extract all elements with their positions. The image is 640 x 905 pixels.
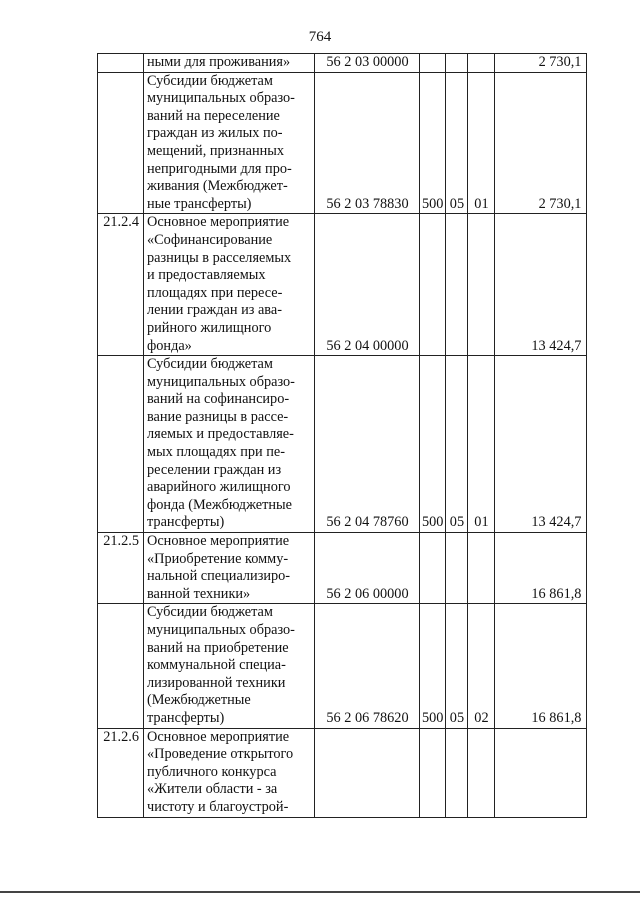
row-amount [495, 728, 587, 817]
row-name [144, 533, 315, 604]
row-target-code: 56 2 03 00000 [315, 54, 420, 73]
row-number: 21.2.4 [98, 214, 144, 356]
budget-table [97, 53, 587, 818]
budget-table-body [98, 54, 587, 818]
row-number [98, 72, 144, 214]
row-subsection [468, 728, 495, 817]
row-expense-type: 500 [420, 356, 446, 533]
row-target-code: 56 2 06 00000 [315, 533, 420, 604]
row-amount: 13 424,7 [495, 214, 587, 356]
row-name-text: Субсидии бюджетам муниципальных образо- ваний на приобретение коммунальной специа- лизированной техники (Межбюджетные трансферты) [147, 604, 295, 726]
row-subsection [468, 533, 495, 604]
row-target-code [315, 728, 420, 817]
row-amount: 16 861,8 [495, 604, 587, 728]
row-name-text: ными для проживания» [147, 54, 291, 70]
row-name [144, 604, 315, 728]
row-name [144, 728, 315, 817]
row-target-code: 56 2 04 00000 [315, 214, 420, 356]
row-amount: 2 730,1 [495, 54, 587, 73]
table-row [98, 72, 587, 214]
row-name-text: Основное мероприятие «Приобретение комму- нальной специализиро- ванной техники» [147, 533, 291, 602]
row-name-text: Основное мероприятие «Проведение открытого публичного конкурса «Жители области - за чистоту и благоустрой- [147, 728, 294, 815]
row-name-text: Основное мероприятие «Софинансирование разницы в расселяемых и предоставляемых площадях при пересе- лении граждан из ава- рийного жилищного фонда» [147, 214, 292, 354]
row-expense-type [420, 54, 446, 73]
row-section: 05 [446, 72, 468, 214]
row-section [446, 533, 468, 604]
row-number [98, 604, 144, 728]
table-row [98, 356, 587, 533]
row-name [144, 214, 315, 356]
row-name [144, 356, 315, 533]
row-name-text: Субсидии бюджетам муниципальных образо- ваний на переселение граждан из жилых по- мещений, признанных непригодными для про- живания (Межбюджет- ные трансферты) [147, 72, 295, 212]
row-section [446, 214, 468, 356]
row-subsection: 01 [468, 356, 495, 533]
row-name-text: Субсидии бюджетам муниципальных образо- ваний на софинансиро- вание разницы в рассе- ляемых и предоставляе- мых площадях при пе- реселении граждан из аварийного жилищного фонда (Межбюджетные трансферты) [147, 356, 295, 531]
row-expense-type: 500 [420, 72, 446, 214]
table-row [98, 604, 587, 728]
row-expense-type [420, 533, 446, 604]
row-expense-type [420, 214, 446, 356]
row-section [446, 728, 468, 817]
row-subsection [468, 214, 495, 356]
row-target-code: 56 2 04 78760 [315, 356, 420, 533]
table-row [98, 728, 587, 817]
page-number: 764 [308, 29, 332, 45]
row-section: 05 [446, 356, 468, 533]
row-number [98, 356, 144, 533]
row-subsection: 02 [468, 604, 495, 728]
row-expense-type [420, 728, 446, 817]
row-expense-type: 500 [420, 604, 446, 728]
row-amount: 13 424,7 [495, 356, 587, 533]
table-row [98, 214, 587, 356]
table-row [98, 54, 587, 73]
row-number [98, 54, 144, 73]
row-amount: 2 730,1 [495, 72, 587, 214]
row-amount: 16 861,8 [495, 533, 587, 604]
row-target-code: 56 2 03 78830 [315, 72, 420, 214]
row-section [446, 54, 468, 73]
row-name [144, 54, 315, 73]
table-row [98, 533, 587, 604]
row-subsection [468, 54, 495, 73]
row-subsection: 01 [468, 72, 495, 214]
row-name [144, 72, 315, 214]
row-section: 05 [446, 604, 468, 728]
row-target-code: 56 2 06 78620 [315, 604, 420, 728]
row-number: 21.2.6 [98, 728, 144, 817]
bottom-scan-line [0, 891, 640, 893]
row-number: 21.2.5 [98, 533, 144, 604]
